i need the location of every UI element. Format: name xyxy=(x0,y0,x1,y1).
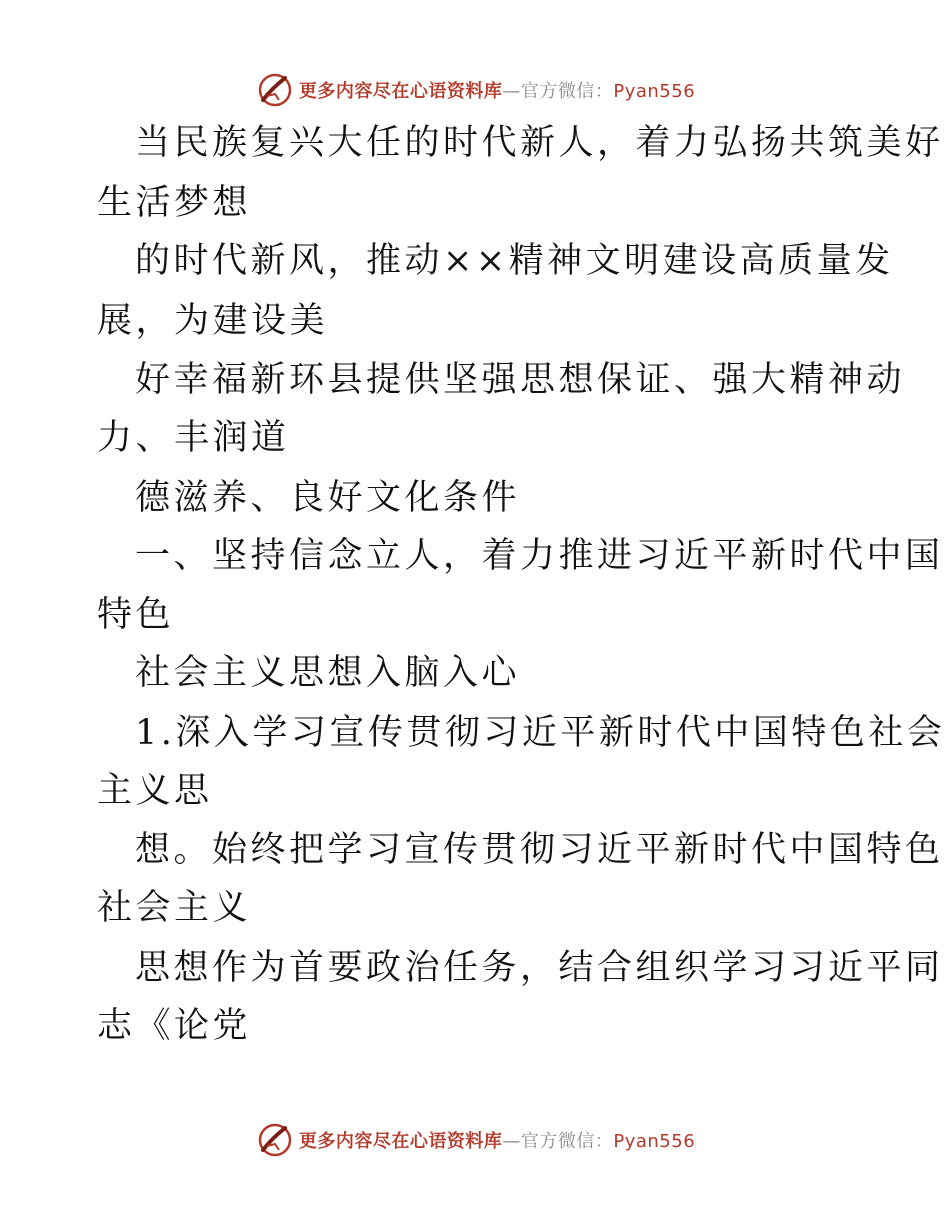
text-line: 志《论党 xyxy=(97,1006,252,1046)
text-line: 社会主义思想入脑入心 xyxy=(135,653,521,693)
hand-logo-icon xyxy=(255,1120,295,1160)
banner-text xyxy=(299,77,695,103)
header-banner xyxy=(0,70,950,110)
text-line: 一、坚持信念立人，着力推进习近平新时代中国 xyxy=(135,536,944,576)
text-line: 思想作为首要政治任务，结合组织学习习近平同 xyxy=(135,948,944,988)
banner-wechat-id: Pyan556 xyxy=(613,1131,696,1152)
text-line: 1.深入学习宣传贯彻习近平新时代中国特色社会 xyxy=(135,713,946,753)
banner-wechat-id: Pyan556 xyxy=(613,81,696,102)
text-line: 力、丰润道 xyxy=(97,418,290,458)
text-line: 社会主义 xyxy=(97,888,252,928)
banner-label: —官方微信： xyxy=(502,81,614,102)
text-line: 展，为建设美 xyxy=(97,301,329,341)
banner-text xyxy=(299,1127,695,1153)
hand-logo-icon xyxy=(255,70,295,110)
banner-label: —官方微信： xyxy=(502,1131,614,1152)
text-line: 德滋养、良好文化条件 xyxy=(135,478,521,518)
text-line: 特色 xyxy=(97,595,175,635)
banner-title: 更多内容尽在心语资料库 xyxy=(298,1131,503,1152)
text-line: 生活梦想 xyxy=(97,183,252,223)
text-line: 的时代新风，推动××精神文明建设高质量发 xyxy=(135,241,894,281)
text-line: 主义思 xyxy=(97,771,213,811)
text-line: 想。始终把学习宣传贯彻习近平新时代中国特色 xyxy=(135,830,944,870)
text-line: 当民族复兴大任的时代新人，着力弘扬共筑美好 xyxy=(135,123,944,163)
banner-title: 更多内容尽在心语资料库 xyxy=(298,81,503,102)
text-line: 好幸福新环县提供坚强思想保证、强大精神动 xyxy=(135,360,906,400)
footer-banner xyxy=(0,1120,950,1160)
